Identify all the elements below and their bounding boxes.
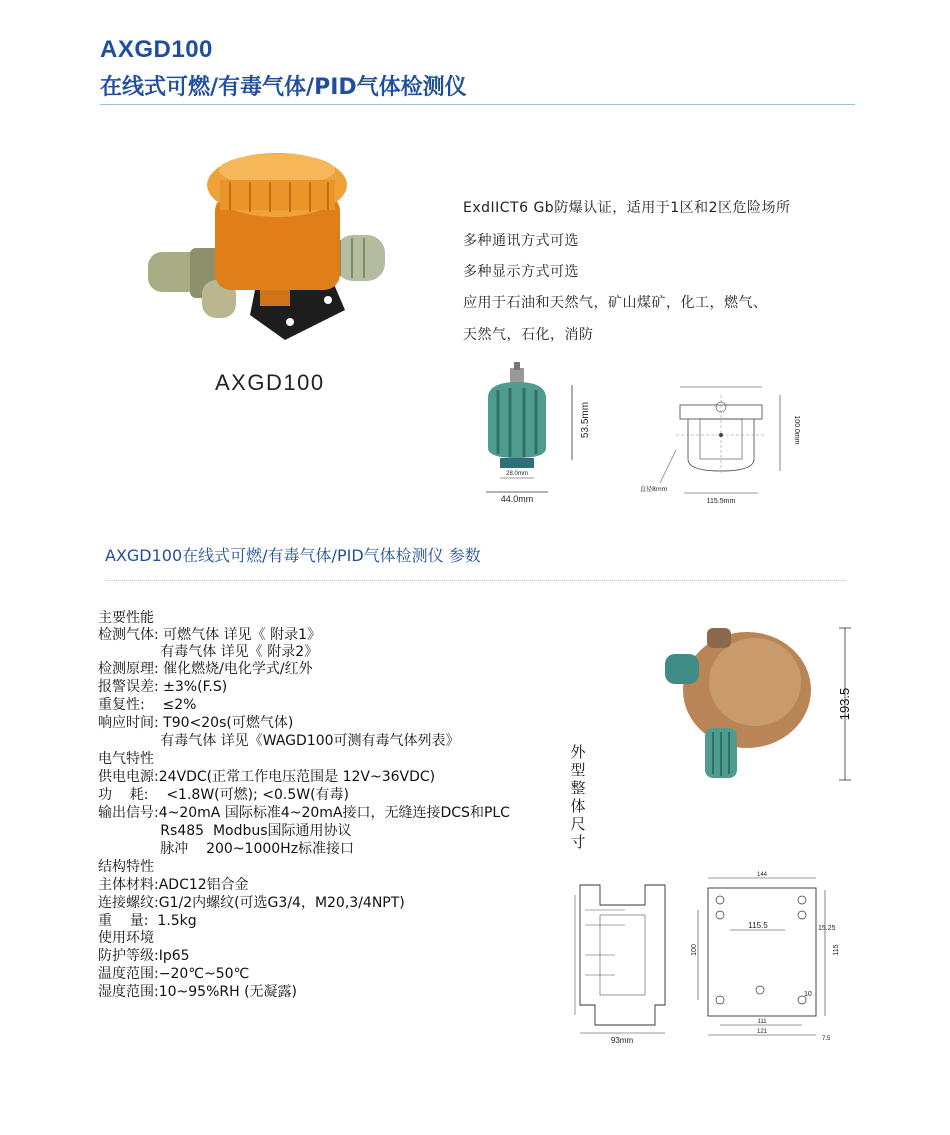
overall-dimension-caption: 外型整体尺寸 [570,743,586,851]
spec-line: 响应时间: T90<20s(可燃气体) [98,715,294,731]
sensor-dimension-diagram [480,360,600,510]
spec-line: 报警误差: ±3%(F.S) [98,679,228,695]
plate-right-total-label: 115 [833,944,840,956]
right-sensor-shape [335,235,385,281]
mounting-plate-drawing [690,870,845,1045]
plate-bottom-outer-label: 121 [756,1029,768,1035]
spec-line: 湿度范围:10~95%RH (无凝露) [98,984,298,1000]
plate-mid-label: 115.5 [748,921,768,930]
bracket-dimension-diagram [640,375,810,510]
spec-line: 功 耗: <1.8W(可燃); <0.5W(有毒) [98,787,350,803]
spec-line: 重复性: ≤2% [98,697,197,713]
page-title: 在线式可燃/有毒气体/PID气体检测仪 [100,75,467,100]
bracket-width-label: 115.5mm [706,498,736,505]
spec-heading: 电气特性 [98,751,154,767]
cross-section-drawing [565,875,675,1045]
drawing-width-label: 93mm [610,1036,634,1045]
spec-line: 检测气体: 可燃气体 详见《 附录1》 [98,627,321,643]
plate-top-label: 144 [756,872,768,878]
spec-line: 温度范围:−20℃~50℃ [98,966,250,982]
spec-line: 输出信号:4~20mA 国际标准4~20mA接口，无缝连接DCS和PLC [98,805,510,821]
spec-line: 有毒气体 详见《WAGD100可测有毒气体列表》 [98,733,460,749]
spec-heading: 主要性能 [98,610,154,626]
bracket-height-label: 100.0mm [793,415,800,445]
spec-line: 有毒气体 详见《 附录2》 [98,644,319,660]
overall-dimension-photo [655,620,865,790]
feature-item: ExdIICT6 Gb防爆认证，适用于1区和2区危险场所 [463,200,791,216]
spec-line: 供电电源:24VDC(正常工作电压范围是 12V~36VDC) [98,769,436,785]
spec-line: 检测原理: 催化燃烧/电化学式/红外 [98,661,313,677]
spec-line: Rs485 Modbus国际通用协议 [98,823,352,839]
plate-bottom-inner-label: 111 [757,1019,767,1025]
spec-heading: 结构特性 [98,859,154,875]
overall-height-label: 193.5 [837,687,852,721]
feature-item: 多种显示方式可选 [463,264,579,280]
spec-line: 连接螺纹:G1/2内螺纹(可选G3/4，M20,3/4NPT) [98,895,405,911]
params-section-title: AXGD100在线式可燃/有毒气体/PID气体检测仪 参数 [105,546,481,565]
model-code: AXGD100 [100,36,213,63]
section-divider [105,580,845,581]
sensor-width-label: 44.0mm [500,494,534,504]
sensor-inner-width-label: 28.0mm [506,471,528,477]
sensor-height-label: 53.5mm [580,401,591,439]
spec-line: 重 量: 1.5kg [98,913,197,929]
feature-item: 天然气，石化，消防 [463,327,594,343]
plate-left-label: 100 [691,944,698,956]
bracket-hole-label: 直径8mm [640,486,668,493]
plate-right-label: 15.25 [818,925,836,932]
feature-item: 多种通讯方式可选 [463,233,579,249]
spec-heading: 使用环境 [98,930,154,946]
spec-line: 脉冲 200~1000Hz标准接口 [98,841,355,857]
feature-item: 应用于石油和天然气，矿山煤矿，化工，燃气、 [463,295,768,311]
plate-bottom-right-label: 7.5 [822,1036,831,1042]
product-image-label: AXGD100 [215,370,325,395]
product-photo [140,140,390,350]
spec-line: 防护等级:Ip65 [98,948,190,964]
plate-bottom-small-label: 10 [804,991,812,998]
header-divider [100,104,855,105]
spec-line: 主体材料:ADC12铝合金 [98,877,249,893]
